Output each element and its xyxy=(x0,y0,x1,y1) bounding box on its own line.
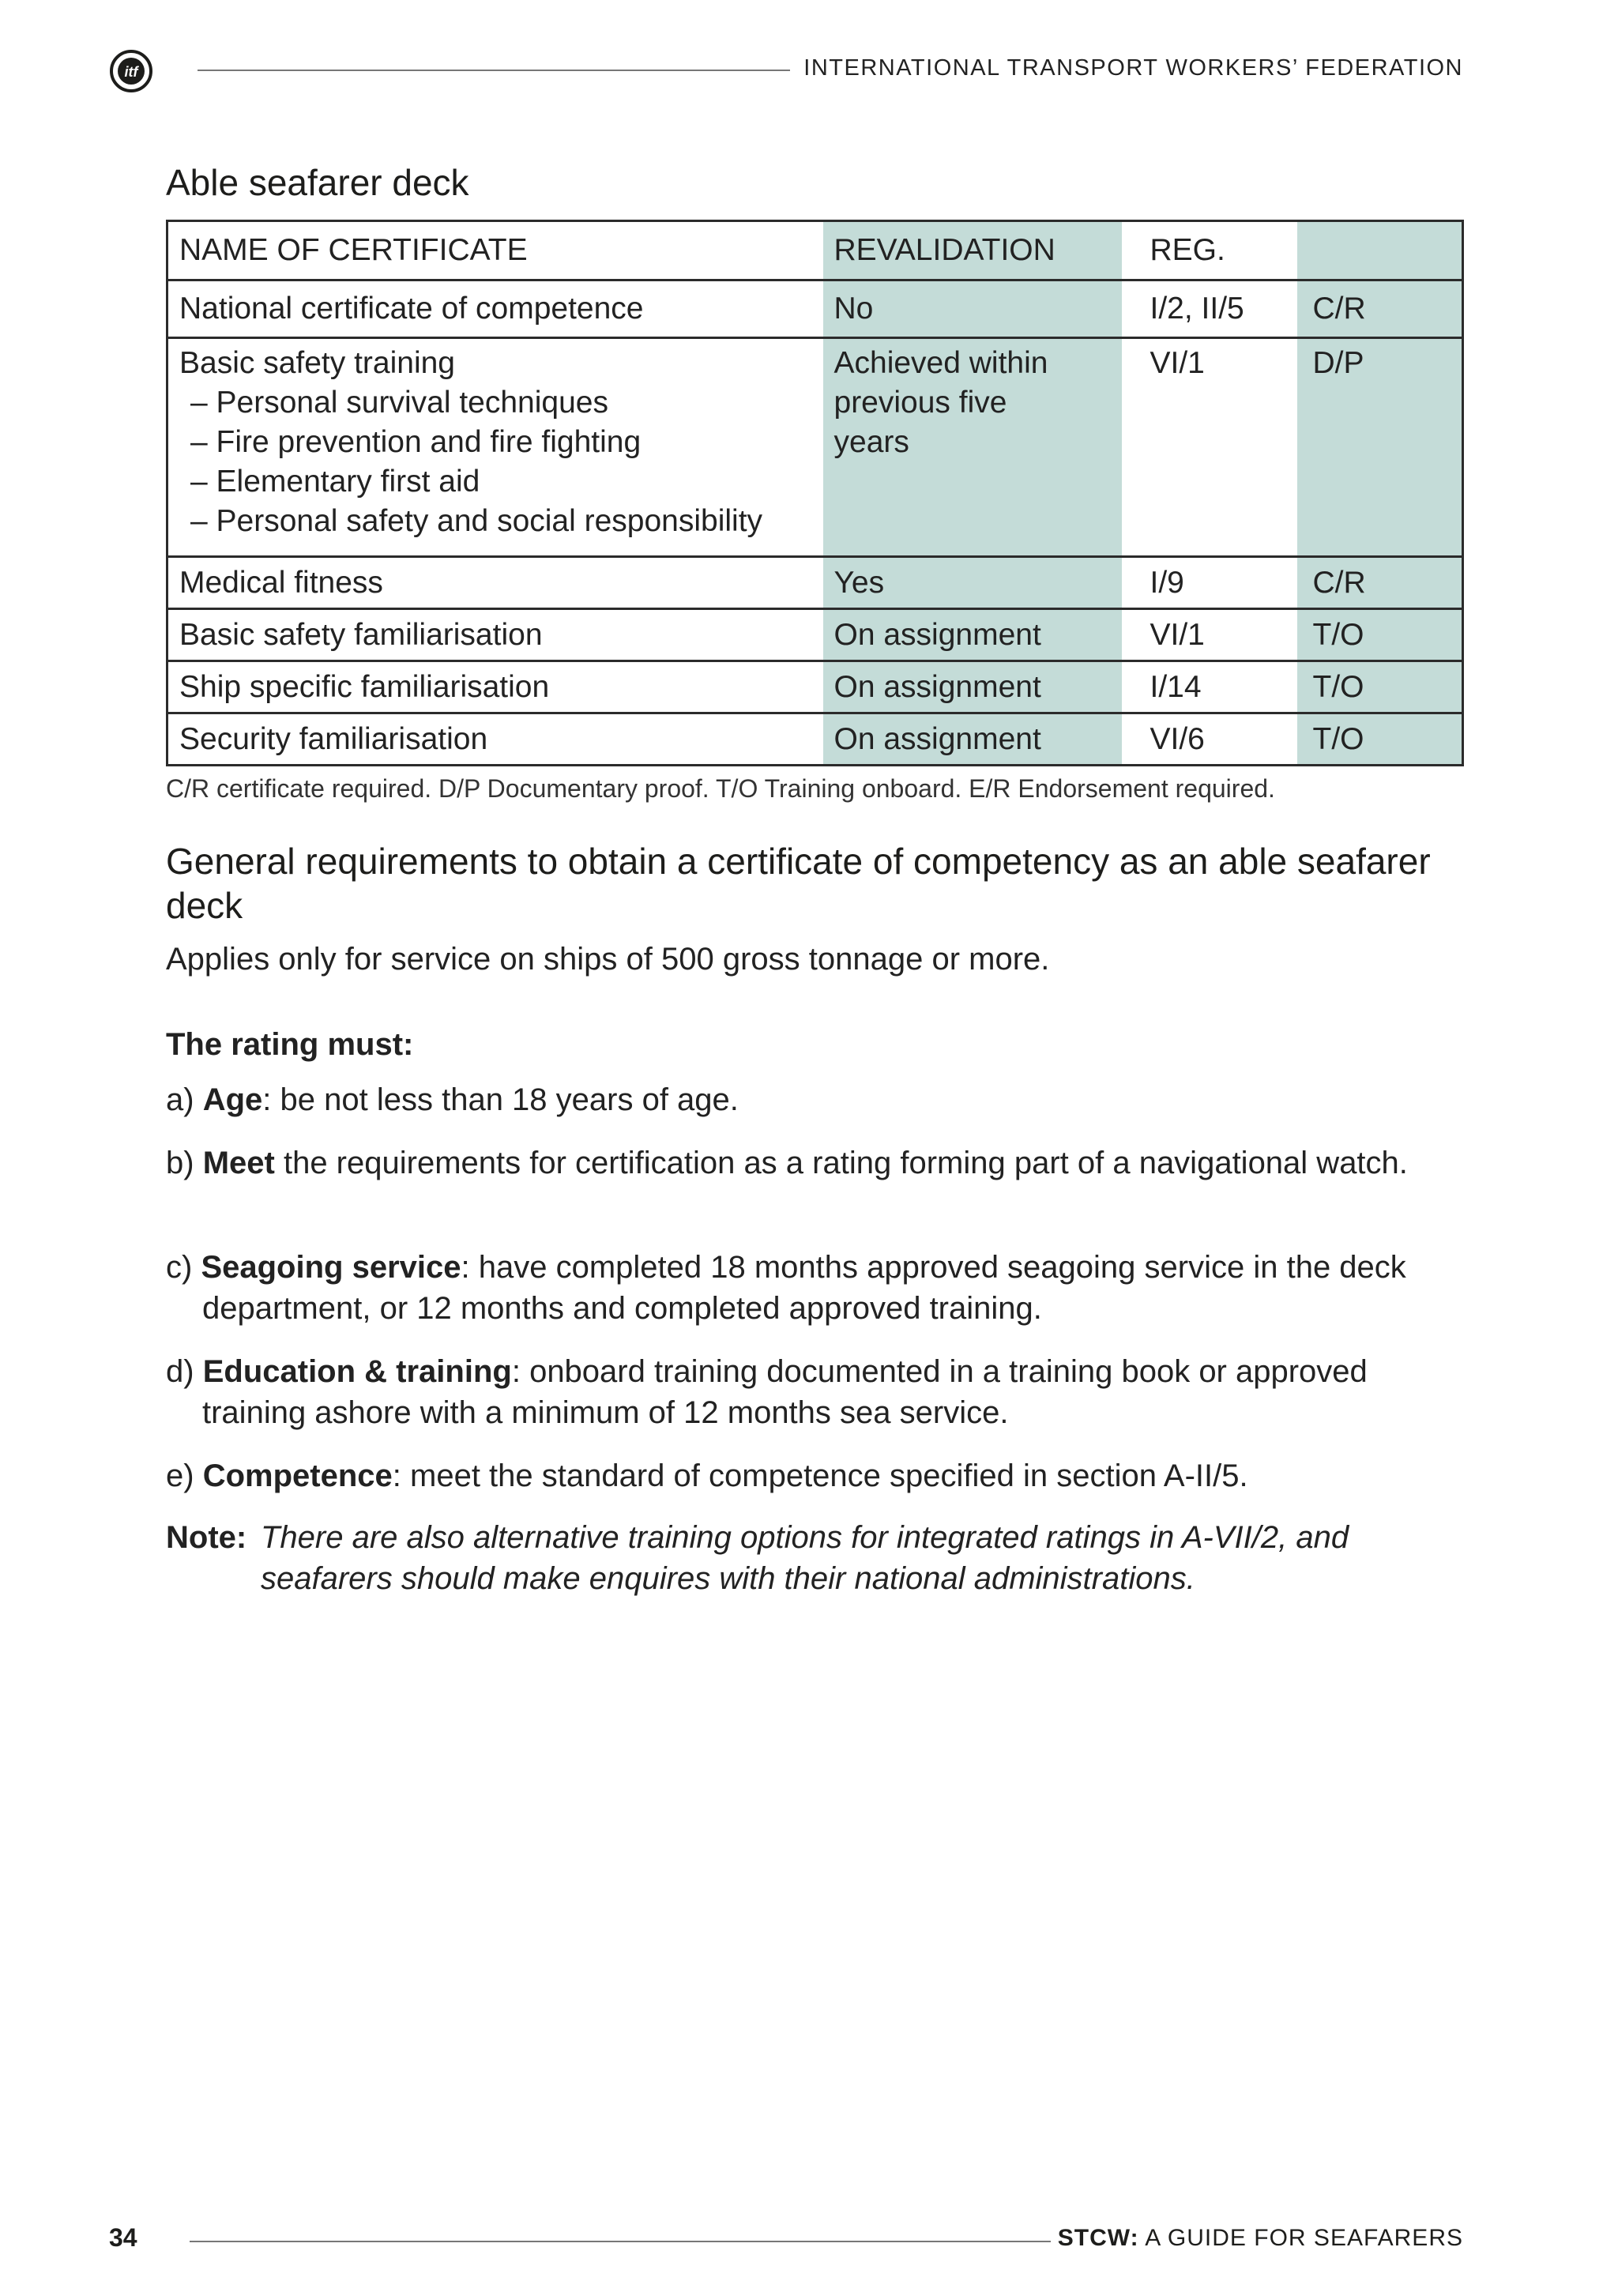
cell-revalidation: On assignment xyxy=(823,661,1122,713)
cell-requirement: D/P xyxy=(1297,338,1463,557)
note-block xyxy=(166,1517,1469,1599)
cell-revalidation: On assignment xyxy=(823,713,1122,766)
table-row xyxy=(167,609,1463,661)
requirement-letter: b) xyxy=(166,1146,194,1180)
cell-name-main: Basic safety training xyxy=(179,346,456,380)
logo-text: itf xyxy=(124,64,138,80)
cell-reg: I/2, II/5 xyxy=(1150,292,1244,326)
revalidation-line: Achieved within xyxy=(833,346,1048,380)
table-header-row xyxy=(167,221,1463,280)
certificate-table xyxy=(166,220,1464,766)
page-number: 34 xyxy=(109,2223,137,2252)
requirement-separator: : xyxy=(392,1459,401,1493)
requirement-letter: c) xyxy=(166,1250,193,1285)
header-revalidation: REVALIDATION xyxy=(823,221,1122,280)
rating-must-heading: The rating must: xyxy=(166,1027,414,1062)
requirement-term: Age xyxy=(202,1082,263,1117)
cell-requirement: T/O xyxy=(1297,713,1463,766)
cell-reg: I/14 xyxy=(1150,670,1202,704)
requirement-separator: : xyxy=(511,1354,521,1389)
requirement-term: Competence xyxy=(202,1459,393,1493)
requirement-item xyxy=(166,1142,1469,1184)
table-row xyxy=(167,280,1463,338)
requirement-text: meet the standard of competence specified in section A-II/5. xyxy=(401,1459,1248,1493)
note-text: There are also alternative training options for integrated ratings in A-VII/2, and seafarers should make enquires with their national administrations. xyxy=(261,1520,1349,1596)
sub-item: – Personal safety and social responsibility xyxy=(190,504,763,538)
cell-reg: VI/1 xyxy=(1150,346,1205,380)
revalidation-line: previous five xyxy=(833,386,1007,420)
cell-revalidation: On assignment xyxy=(823,609,1122,661)
footer-title-bold: STCW: xyxy=(1057,2225,1139,2251)
requirement-item xyxy=(166,1247,1469,1329)
table-legend: C/R certificate required. D/P Documentary proof. T/O Training onboard. E/R Endorsement required. xyxy=(166,774,1275,803)
requirement-term: Seagoing service xyxy=(201,1250,461,1285)
table-row xyxy=(167,338,1463,557)
header-requirement xyxy=(1297,221,1463,280)
requirement-text: have completed 18 months approved seagoing service in the deck department, or 12 months and completed approved training. xyxy=(202,1250,1406,1326)
cell-name: Ship specific familiarisation xyxy=(179,670,550,704)
cell-revalidation xyxy=(823,338,1122,557)
cell-name: Medical fitness xyxy=(179,566,383,600)
requirement-text: onboard training documented in a training book or approved training ashore with a minimum of 12 months sea service. xyxy=(202,1354,1368,1430)
section-title: Able seafarer deck xyxy=(166,162,469,203)
itf-logo xyxy=(109,49,153,93)
header-name-of-certificate: NAME OF CERTIFICATE xyxy=(179,233,528,267)
header-reg: REG. xyxy=(1150,233,1225,267)
sub-item: – Fire prevention and fire fighting xyxy=(190,425,642,459)
cell-reg: VI/6 xyxy=(1150,722,1205,756)
cell-requirement: C/R xyxy=(1297,280,1463,338)
table-row xyxy=(167,661,1463,713)
footer-title xyxy=(1058,2225,1463,2252)
cell-requirement: T/O xyxy=(1297,609,1463,661)
cell-requirement: C/R xyxy=(1297,557,1463,609)
requirement-term: Meet xyxy=(202,1146,275,1180)
cell-revalidation: Yes xyxy=(823,557,1122,609)
table-row xyxy=(167,713,1463,766)
revalidation-line: years xyxy=(833,425,909,459)
requirement-item xyxy=(166,1455,1469,1496)
cell-name: Security familiarisation xyxy=(179,722,488,756)
requirement-text: be not less than 18 years of age. xyxy=(271,1082,739,1117)
requirement-separator: : xyxy=(262,1082,272,1117)
cell-reg: VI/1 xyxy=(1150,618,1205,652)
cell-reg: I/9 xyxy=(1150,566,1184,600)
cell-requirement: T/O xyxy=(1297,661,1463,713)
sub-item: – Personal survival techniques xyxy=(190,386,608,420)
requirement-item xyxy=(166,1079,1469,1120)
applies-text: Applies only for service on ships of 500 gross tonnage or more. xyxy=(166,942,1050,977)
requirement-text: the requirements for certification as a rating forming part of a navigational watch. xyxy=(274,1146,1408,1180)
requirement-separator: : xyxy=(461,1250,470,1285)
requirement-item xyxy=(166,1351,1469,1433)
requirement-letter: d) xyxy=(166,1354,194,1389)
general-requirements-title: General requirements to obtain a certificate of competency as an able seafarer deck xyxy=(166,841,1431,926)
cell-revalidation: No xyxy=(823,280,1122,338)
header-organization: INTERNATIONAL TRANSPORT WORKERS’ FEDERATION xyxy=(803,55,1463,81)
requirement-term: Education & training xyxy=(202,1354,512,1389)
note-label: Note: xyxy=(166,1520,247,1555)
sub-item: – Elementary first aid xyxy=(190,465,480,499)
header-rule xyxy=(198,70,790,71)
requirement-letter: e) xyxy=(166,1459,194,1493)
cell-name xyxy=(167,338,823,557)
footer-title-rest: A GUIDE FOR SEAFARERS xyxy=(1138,2225,1463,2251)
cell-name: National certificate of competence xyxy=(179,292,644,326)
requirement-letter: a) xyxy=(166,1082,194,1117)
table-row xyxy=(167,557,1463,609)
cell-name: Basic safety familiarisation xyxy=(179,618,543,652)
footer-rule xyxy=(190,2241,1051,2242)
